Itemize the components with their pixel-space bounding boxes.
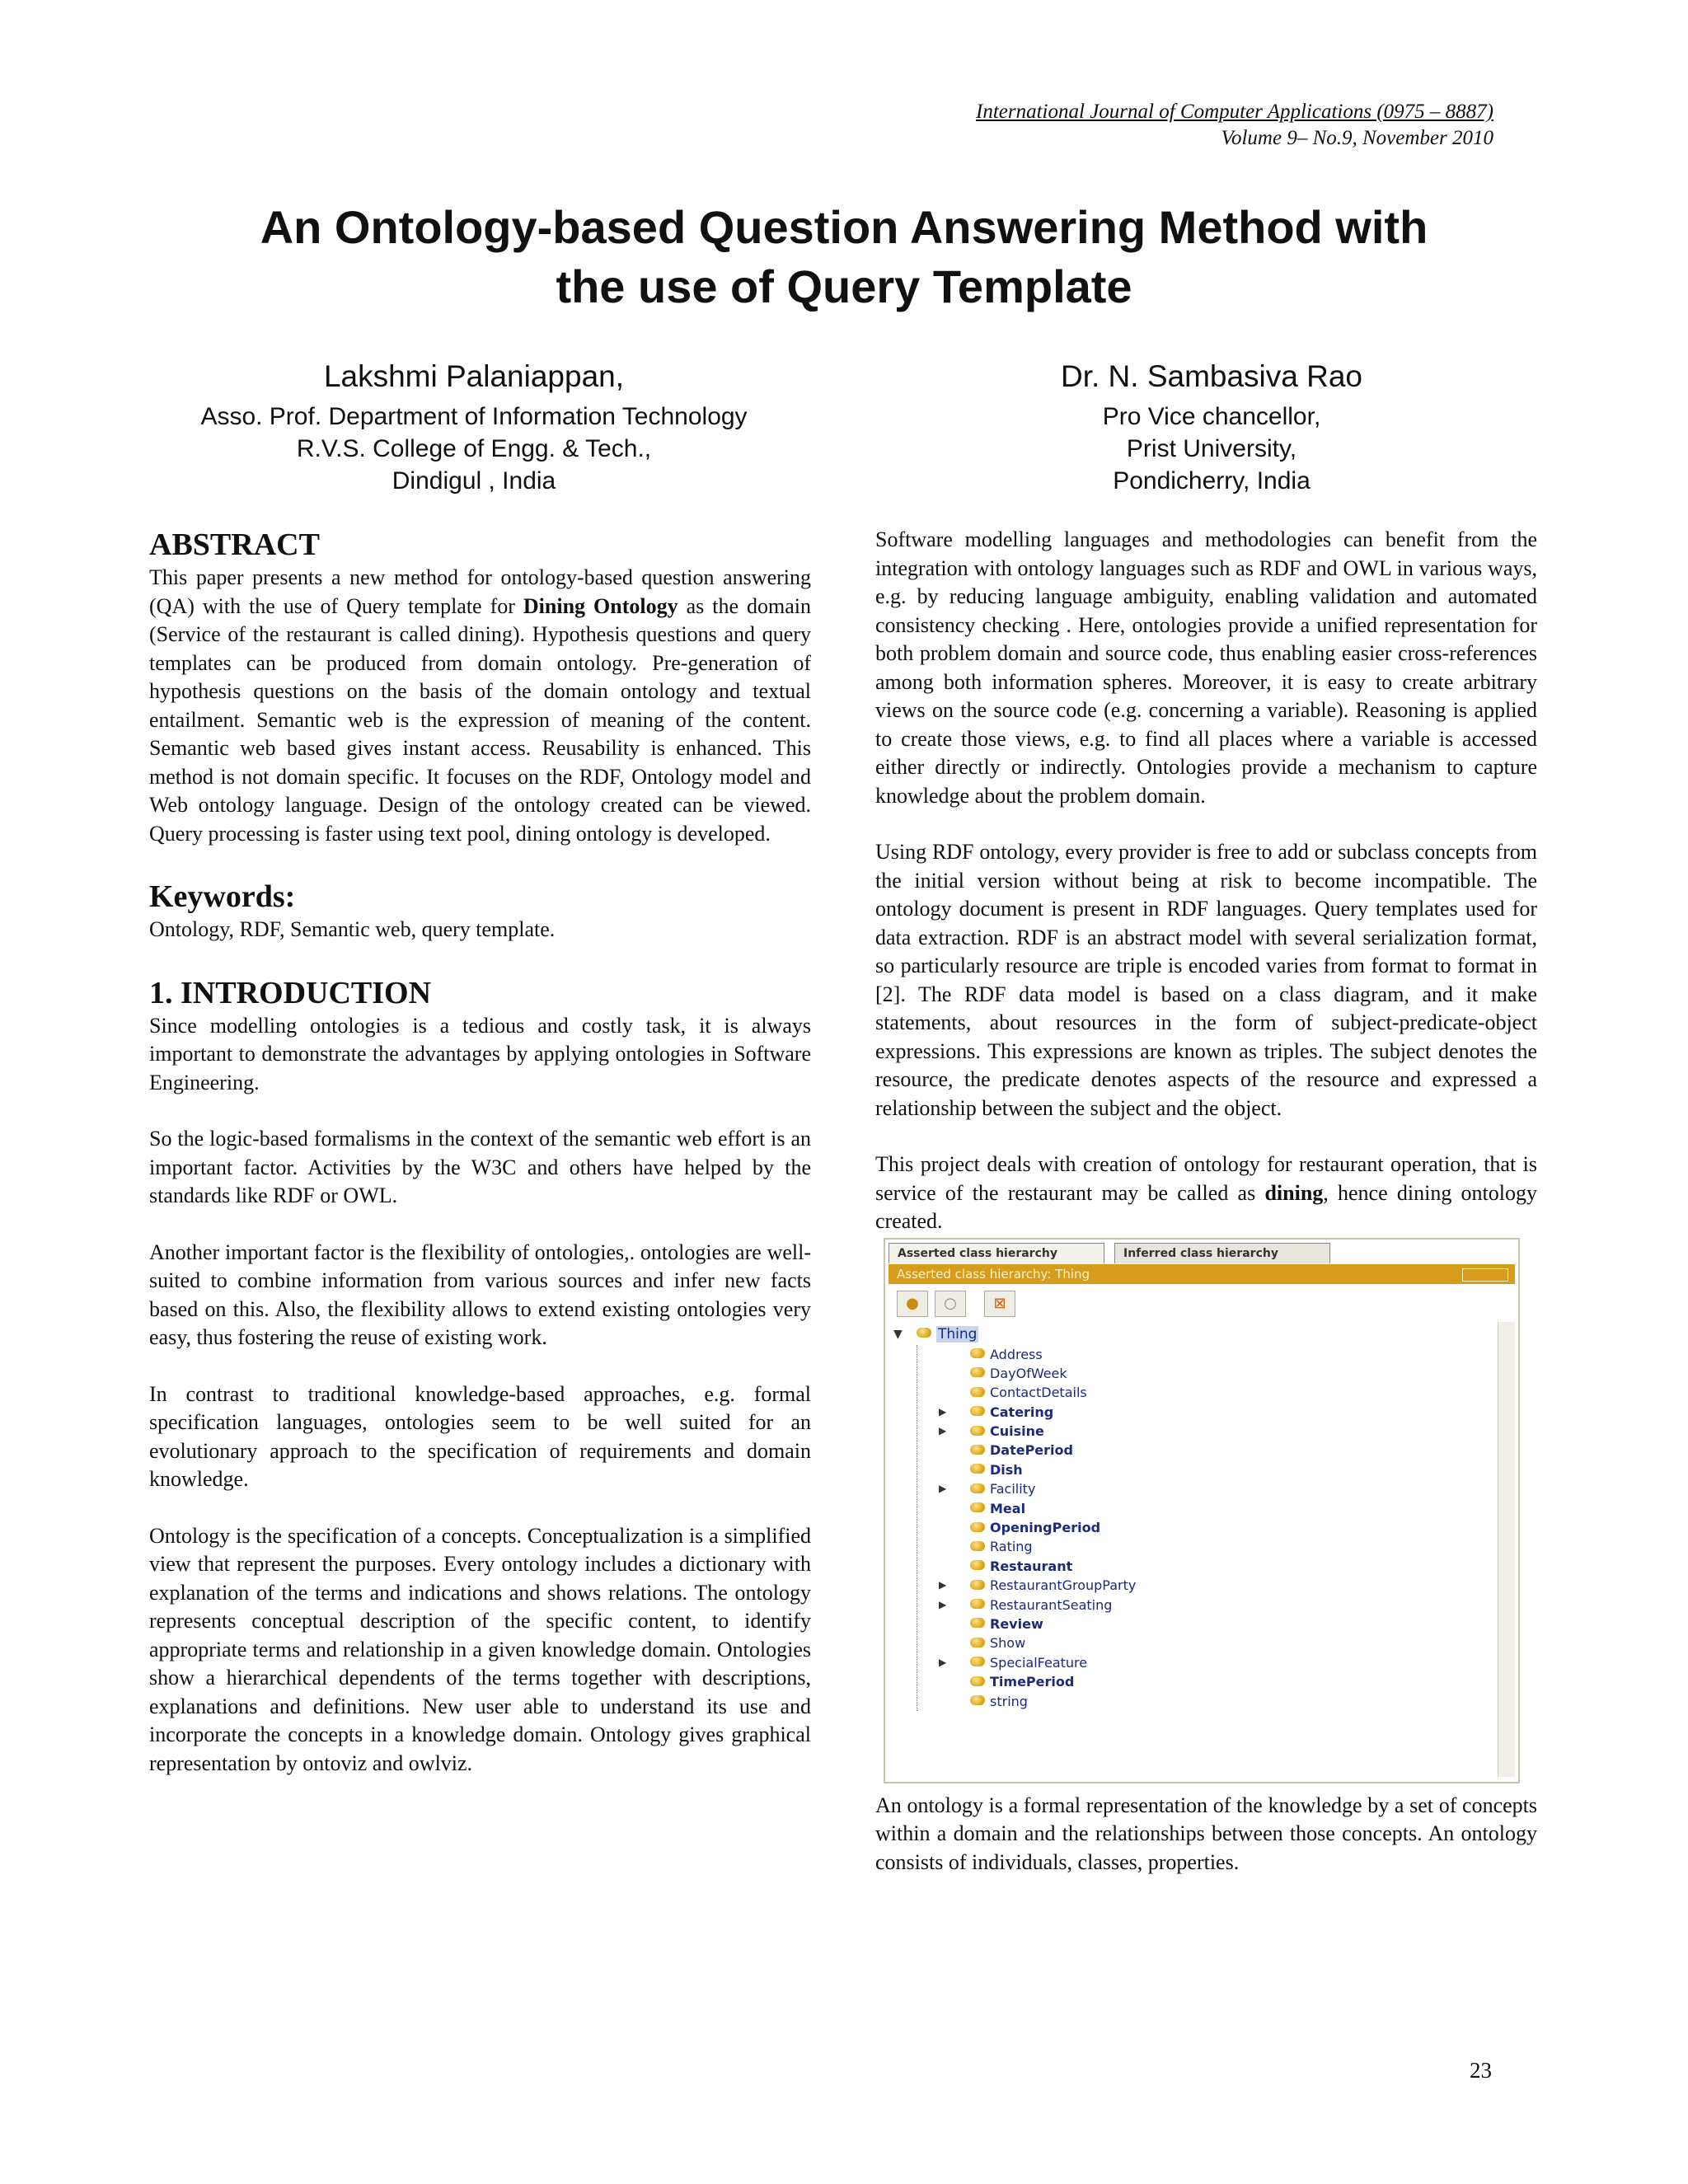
- class-label: OpeningPeriod: [990, 1520, 1101, 1536]
- class-icon: [970, 1599, 985, 1609]
- body-paragraph: Software modelling languages and methodologies can benefit from the integration with ontology languages such as RDF and OWL in various ways, e.g. by reducing language ambiguity, enabling validation and automated consistency checking . Here, ontologies provide a unified representation for both problem domain and source code, thus enabling easier cross-references among both information spheres. Moreover, it is easy to create arbitrary views on the source code (e.g. concerning a variable). Reasoning is applied to create those views, e.g. to find all places where a variable is accessed either directly or indirectly. Ontologies provide a mechanism to capture knowledge about the problem domain.: [875, 527, 1537, 808]
- tree-item: [939, 1653, 1493, 1672]
- class-icon: [970, 1406, 985, 1416]
- collapsed-triangle-icon: ▶: [939, 1656, 947, 1668]
- figure-panel-title: Asserted class hierarchy: Thing: [889, 1264, 1515, 1284]
- tree-item: [970, 1692, 1493, 1711]
- tree-item: [970, 1345, 1493, 1364]
- expanded-triangle-icon: ▼: [893, 1327, 903, 1341]
- class-label: RestaurantSeating: [990, 1596, 1113, 1613]
- class-icon: [970, 1560, 985, 1570]
- tree-item: [939, 1422, 1493, 1441]
- class-hierarchy-figure: [884, 1238, 1520, 1783]
- class-icon: [970, 1367, 985, 1377]
- author-affiliation-line: R.V.S. College of Engg. & Tech.,: [296, 435, 652, 462]
- class-label: Dish: [990, 1461, 1023, 1478]
- class-icon: [970, 1483, 985, 1493]
- class-icon: [970, 1445, 985, 1455]
- author-name: Dr. N. Sambasiva Rao: [1060, 359, 1363, 393]
- intro-paragraph: So the logic-based formalisms in the context of the semantic web effort is an important factor. Activities by the W3C and others have helped by the standards like RDF or OWL.: [149, 1127, 811, 1207]
- class-icon: [970, 1638, 985, 1647]
- tree-children: [917, 1345, 1493, 1711]
- title-line-2: the use of Query Template: [556, 260, 1132, 312]
- abstract-bold-term: Dining Ontology: [523, 593, 678, 618]
- window-controls-icon: [1462, 1268, 1508, 1282]
- intro-paragraph: Another important factor is the flexibility of ontologies,. ontologies are well-suited to combine information from various sources and infer new facts based on this. Also, the flexibility allows to extend existing ontologies very easy, thus fostering the reuse of existing work.: [149, 1240, 811, 1349]
- class-icon: [970, 1387, 985, 1397]
- tree-root: [892, 1325, 1493, 1345]
- collapsed-triangle-icon: ▶: [939, 1579, 947, 1591]
- tree-item: [939, 1596, 1493, 1615]
- class-label: DatePeriod: [990, 1442, 1073, 1459]
- tree-item: [970, 1557, 1493, 1576]
- tab-inferred-class-hierarchy: Inferred class hierarchy: [1114, 1243, 1330, 1263]
- keywords-heading: Keywords:: [149, 879, 296, 914]
- class-label: Facility: [990, 1481, 1036, 1497]
- author-affiliation-line: Pro Vice chancellor,: [1102, 403, 1321, 430]
- tree-item: [970, 1518, 1493, 1537]
- author-affiliation-line: Pondicherry, India: [1113, 467, 1311, 494]
- tree-item: [970, 1441, 1493, 1460]
- tree-item: [939, 1403, 1493, 1422]
- tree-item: [970, 1537, 1493, 1556]
- class-label: Show: [990, 1635, 1026, 1652]
- tree-item: [970, 1499, 1493, 1518]
- class-tree: [892, 1325, 1493, 1775]
- tree-item: [970, 1383, 1493, 1402]
- body-paragraph: This project deals with creation of ontology for restaurant operation, that is service of the restaurant may be called as dining, hence dining ontology created.: [875, 1152, 1537, 1233]
- tree-item: [970, 1364, 1493, 1383]
- class-icon: [970, 1541, 985, 1551]
- class-label: RestaurantGroupParty: [990, 1577, 1137, 1594]
- add-sibling-icon: ○: [935, 1291, 966, 1317]
- author-affiliation-line: Asso. Prof. Department of Information Technology: [200, 403, 748, 430]
- collapsed-triangle-icon: ▶: [939, 1598, 947, 1610]
- author-name: Lakshmi Palaniappan,: [323, 359, 625, 393]
- class-label: Catering: [990, 1404, 1054, 1420]
- class-label: Meal: [990, 1500, 1026, 1516]
- journal-name: International Journal of Computer Applications (0975 – 8887): [976, 101, 1493, 123]
- class-icon: [970, 1676, 985, 1686]
- class-label: Rating: [990, 1539, 1033, 1555]
- left-column: [149, 526, 811, 1778]
- intro-paragraph: Ontology is the specification of a concepts. Conceptualization is a simplified view that represent the purposes. Every ontology includes a dictionary with explanation of the terms and indications and shows relations. The ontology represents conceptual description of the specific content, to identify appropriate terms and relationship in a given knowledge domain. Ontologies show a hierarchical dependents of the terms together with descriptions, explanations and definitions. New user able to understand its use and incorporate the concepts in a knowledge domain. Ontology gives graphical representation by ontoviz and owlviz.: [149, 1523, 811, 1775]
- right-column: [875, 526, 1537, 1877]
- author-block-1: [132, 356, 816, 497]
- add-subclass-icon: ●: [897, 1291, 928, 1317]
- tree-item: [939, 1479, 1493, 1498]
- delete-class-icon: ⊠: [984, 1291, 1015, 1317]
- tree-item: [939, 1576, 1493, 1595]
- class-icon: [970, 1464, 985, 1474]
- class-icon: [970, 1580, 985, 1590]
- intro-paragraph: Since modelling ontologies is a tedious and costly task, it is always important to demonstrate the advantages by applying ontologies in Software Engineering.: [149, 1013, 811, 1094]
- class-label: DayOfWeek: [990, 1365, 1067, 1381]
- class-label: Restaurant: [990, 1558, 1073, 1574]
- class-label: TimePeriod: [990, 1674, 1075, 1690]
- class-label: Address: [990, 1346, 1043, 1362]
- body-paragraph: An ontology is a formal representation of the knowledge by a set of concepts within a domain and the relationships between those concepts. An ontology consists of individuals, classes, properties.: [875, 1793, 1537, 1874]
- dining-bold: dining: [1264, 1180, 1324, 1205]
- intro-paragraph: In contrast to traditional knowledge-based approaches, e.g. formal specification languages, ontologies seem to be well suited for an evolutionary approach to the specification of requirements and domain knowledge.: [149, 1381, 811, 1491]
- class-icon: [970, 1695, 985, 1705]
- author-block-2: [907, 356, 1517, 497]
- collapsed-triangle-icon: ▶: [939, 1425, 947, 1437]
- abstract-heading: ABSTRACT: [149, 527, 320, 562]
- journal-volume: Volume 9– No.9, November 2010: [1221, 127, 1493, 149]
- class-label: SpecialFeature: [990, 1654, 1088, 1671]
- tree-item: [970, 1460, 1493, 1479]
- introduction-heading: 1. INTRODUCTION: [149, 975, 432, 1010]
- class-label: Review: [990, 1615, 1043, 1632]
- abstract-text: This paper presents a new method for ontology-based question answering (QA) with the use of Query template for Dining Ontology as the domain (Service of the restaurant is called dining). Hypothesis questions and query templates can be produced from domain ontology. Pre-generation of hypothesis questions on the basis of the domain ontology and textual entailment. Semantic web is the expression of meaning of the content. Semantic web based gives instant access. Reusability is enhanced. This method is not domain specific. It focuses on the RDF, Ontology model and Web ontology language. Design of the ontology created can be viewed. Query processing is faster using text pool, dining ontology is developed.: [149, 565, 811, 846]
- class-icon: [970, 1502, 985, 1512]
- journal-header: [976, 99, 1493, 152]
- figure-scrollbar: [1498, 1322, 1515, 1777]
- class-icon: [970, 1657, 985, 1666]
- tree-item: [970, 1672, 1493, 1691]
- collapsed-triangle-icon: ▶: [939, 1405, 947, 1418]
- title-line-1: An Ontology-based Question Answering Method with: [260, 201, 1428, 253]
- tree-item: [970, 1615, 1493, 1633]
- page-number: 23: [1470, 2058, 1492, 2083]
- class-icon: [970, 1348, 985, 1358]
- body-paragraph: Using RDF ontology, every provider is free to add or subclass concepts from the initial version without being at risk to become incompatible. The ontology document is present in RDF languages. Query templates used for data extraction. RDF is an abstract model with several serialization format, so particularly resource are triple is encoded varies from format to format in [2]. The RDF data model is based on a class diagram, and it make statements, about resources in the form of subject-predicate-object expressions. This expressions are known as triples. The subject denotes the resource, the predicate denotes aspects of the resource and expressed a relationship between the subject and the object.: [875, 840, 1537, 1120]
- root-class-label: Thing: [938, 1325, 978, 1343]
- class-icon: [970, 1426, 985, 1436]
- author-affiliation-line: Prist University,: [1126, 435, 1297, 462]
- class-icon: [917, 1328, 931, 1338]
- class-label: Cuisine: [990, 1423, 1044, 1440]
- collapsed-triangle-icon: ▶: [939, 1483, 947, 1495]
- paper-title: [132, 198, 1556, 316]
- tree-item: [970, 1633, 1493, 1652]
- author-affiliation-line: Dindigul , India: [392, 467, 556, 494]
- tab-asserted-class-hierarchy: Asserted class hierarchy: [889, 1243, 1104, 1263]
- keywords-text: Ontology, RDF, Semantic web, query template.: [149, 917, 556, 941]
- class-label: ContactDetails: [990, 1385, 1087, 1401]
- class-icon: [970, 1522, 985, 1532]
- class-icon: [970, 1618, 985, 1628]
- class-label: string: [990, 1693, 1028, 1709]
